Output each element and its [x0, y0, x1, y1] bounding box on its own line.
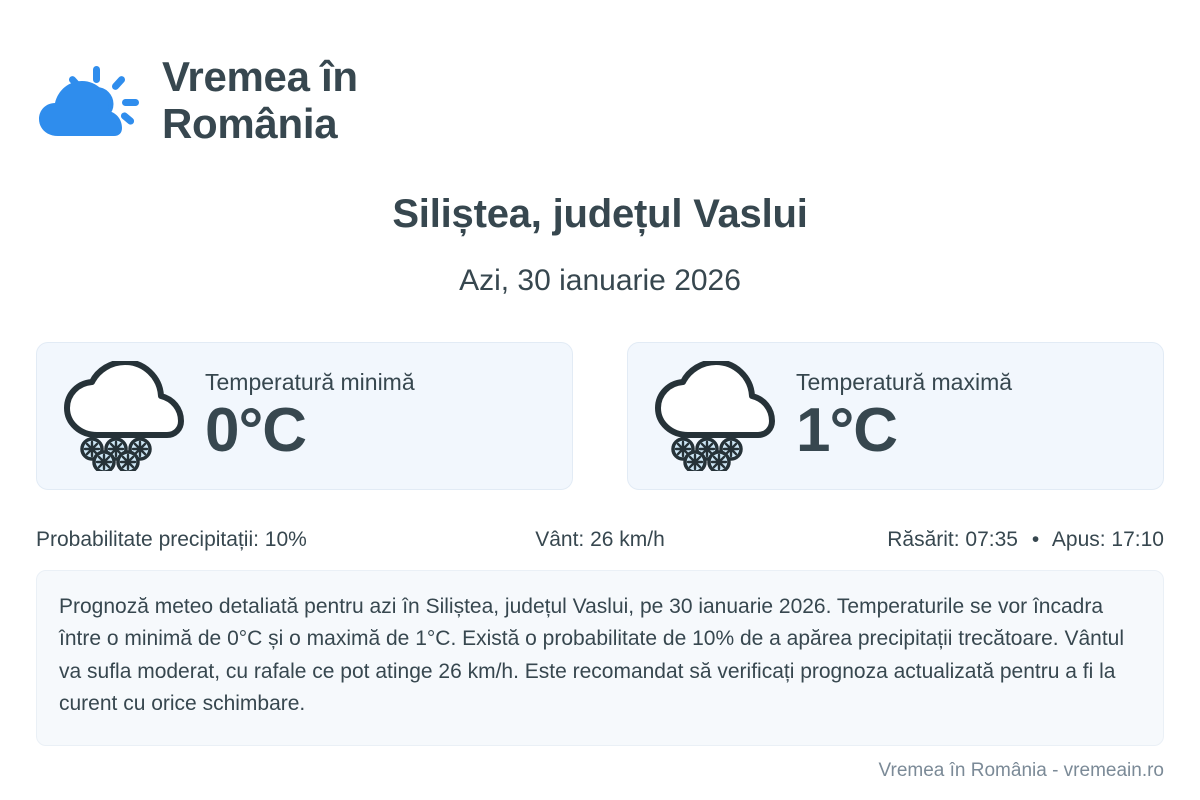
- max-temperature-label: Temperatură maximă: [796, 368, 1013, 395]
- stat-separator: •: [1031, 527, 1040, 551]
- snow-cloud-icon: [650, 361, 778, 471]
- sunrise-value: Răsărit: 07:35: [887, 527, 1018, 551]
- sun-times-stat: [792, 528, 1164, 552]
- forecast-summary: Prognoză meteo detaliată pentru azi în Siliștea, județul Vaslui, pe 30 ianuarie 2026. Temperaturile se vor încadra între o minimă de 0°C și o maximă de 1°C. Există o probabilitate de 10% de a apărea precipitații trecătoare. Vântul va sufla moderat, cu rafale ce pot atinge 26 km/h. Este recomandat să verificați prognoza actualizată pentru a fi la curent cu orice schimbare.: [36, 570, 1164, 746]
- weather-stats: [0, 528, 1200, 552]
- wind-stat: Vânt: 26 km/h: [535, 527, 665, 551]
- min-temperature-body: [205, 369, 415, 463]
- snow-cloud-icon: [59, 361, 187, 471]
- precipitation-stat: Probabilitate precipitații: 10%: [36, 527, 307, 551]
- brand-title: Vremea în România: [162, 52, 358, 147]
- max-temperature-card: [627, 342, 1164, 490]
- min-temperature-card: [36, 342, 573, 490]
- max-temperature-body: [796, 369, 1012, 463]
- brand-header: [0, 0, 1200, 148]
- forecast-date: Azi, 30 ianuarie 2026: [459, 263, 741, 297]
- page-title: Siliștea, județul Vaslui: [392, 192, 808, 236]
- sun-cloud-icon: [36, 52, 144, 148]
- footer-text: Vremea în România - vremeain.ro: [878, 760, 1164, 781]
- min-temperature-value: 0°C: [205, 395, 307, 465]
- sunset-value: Apus: 17:10: [1051, 527, 1164, 551]
- temperature-cards: [0, 342, 1200, 490]
- min-temperature-label: Temperatură minimă: [205, 368, 415, 395]
- max-temperature-value: 1°C: [796, 395, 898, 465]
